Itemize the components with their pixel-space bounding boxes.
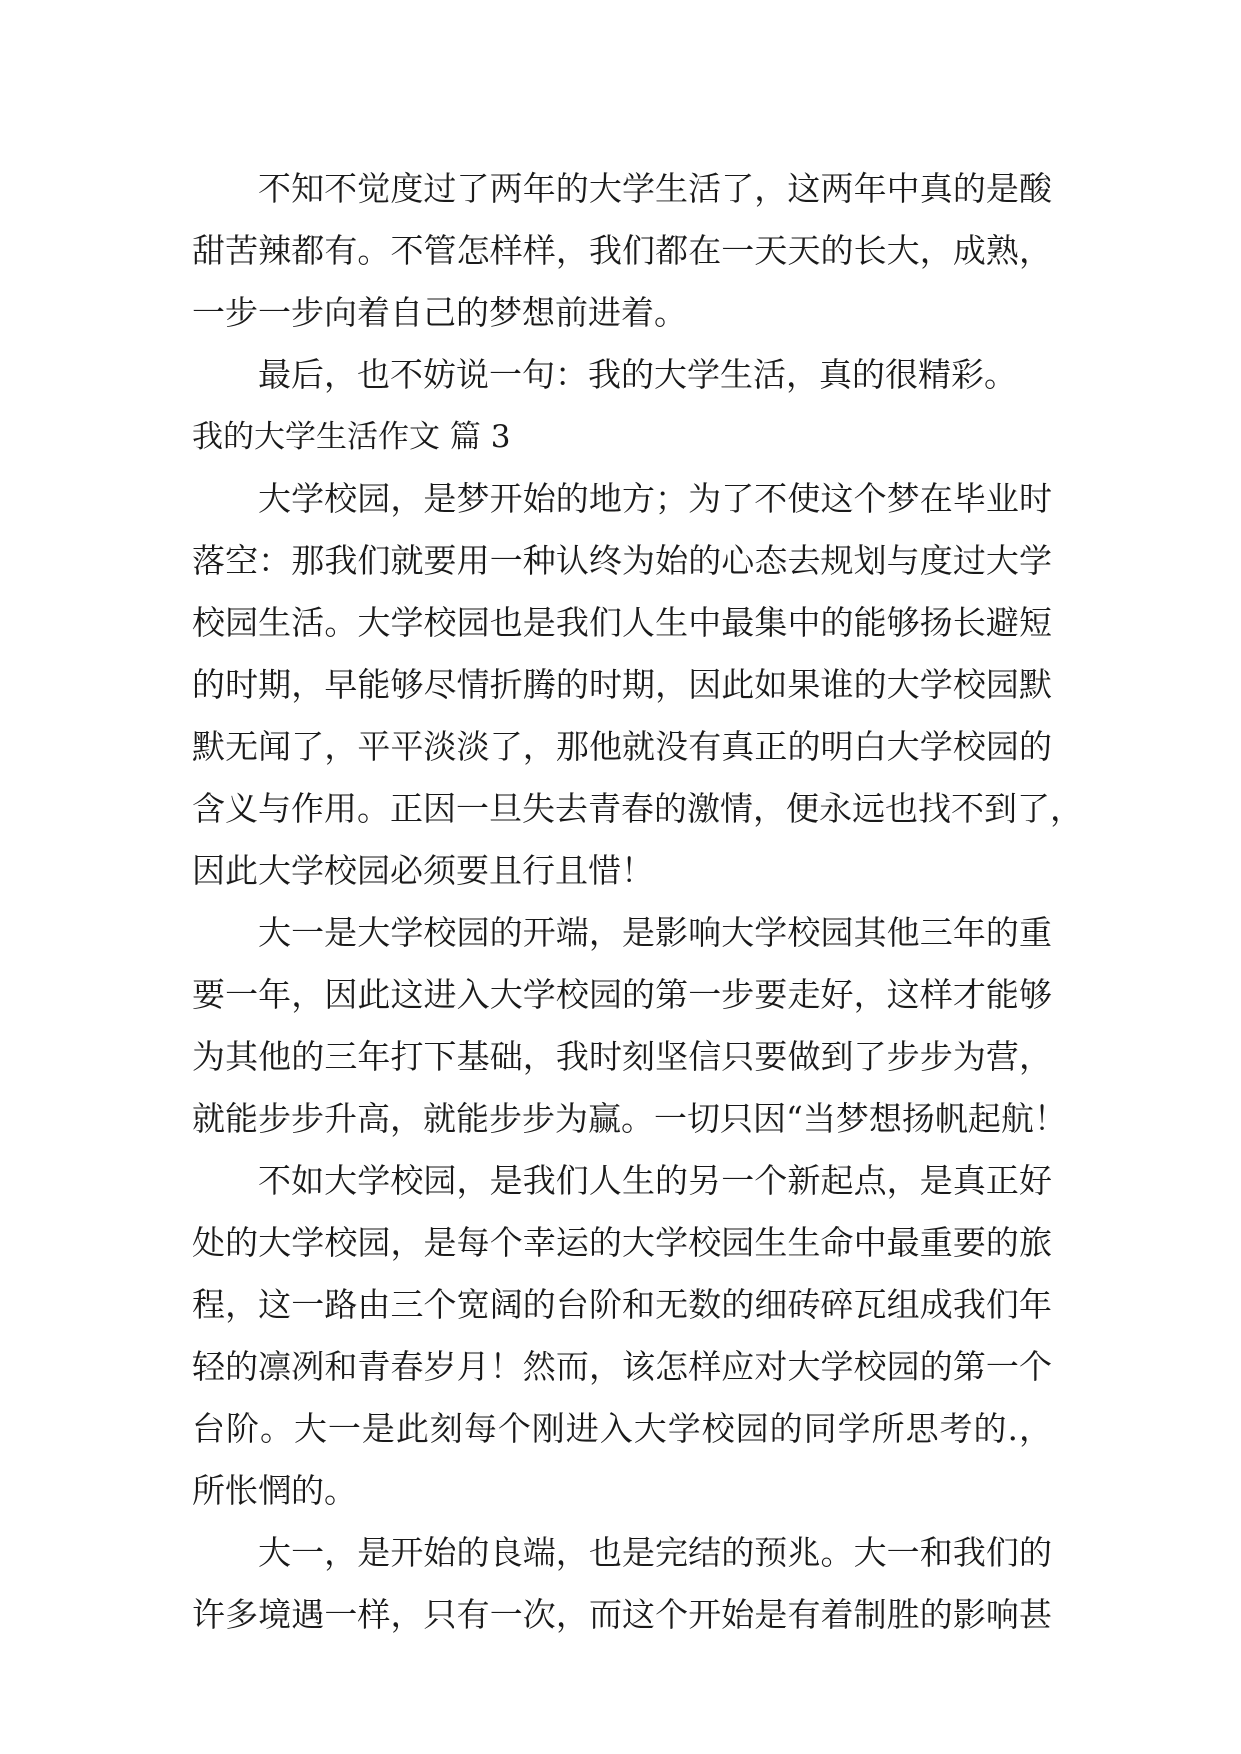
paragraph-line: 轻的凛冽和青春岁月！然而，该怎样应对大学校园的第一个 (192, 1347, 1052, 1386)
paragraph-line: 要一年，因此这进入大学校园的第一步要走好，这样才能够 (192, 975, 1052, 1014)
paragraph-line: 所怅惘的。 (192, 1471, 357, 1510)
paragraph-line: 处的大学校园，是每个幸运的大学校园生生命中最重要的旅 (192, 1223, 1052, 1262)
paragraph-line: 甜苦辣都有。不管怎样样，我们都在一天天的长大，成熟， (192, 231, 1052, 270)
paragraph-line: 落空：那我们就要用一种认终为始的心态去规划与度过大学 (192, 541, 1052, 580)
paragraph-line: 含义与作用。正因一旦失去青春的激情，便永远也找不到了， (192, 789, 1083, 828)
document-body (192, 158, 1083, 1646)
paragraph-line: 为其他的三年打下基础，我时刻坚信只要做到了步步为营， (192, 1037, 1052, 1076)
paragraph-line: 大一是大学校园的开端，是影响大学校园其他三年的重 (258, 913, 1052, 952)
paragraph-line: 程，这一路由三个宽阔的台阶和无数的细砖碎瓦组成我们年 (192, 1285, 1052, 1324)
paragraph-line: 大一，是开始的良端，也是完结的预兆。大一和我们的 (258, 1533, 1052, 1572)
paragraph-line: 不如大学校园，是我们人生的另一个新起点，是真正好 (258, 1161, 1052, 1200)
paragraph-line: 一步一步向着自己的梦想前进着。 (192, 293, 687, 332)
paragraph-line: 台阶。大一是此刻每个刚进入大学校园的同学所思考的.， (192, 1409, 1052, 1448)
section-heading: 我的大学生活作文 篇 3 (192, 419, 511, 455)
paragraph-line: 大学校园，是梦开始的地方；为了不使这个梦在毕业时 (258, 479, 1052, 518)
paragraph-line: 校园生活。大学校园也是我们人生中最集中的能够扬长避短 (192, 603, 1052, 642)
paragraph-line: 最后，也不妨说一句：我的大学生活，真的很精彩。 (258, 355, 1017, 394)
paragraph-line: 默无闻了，平平淡淡了，那他就没有真正的明白大学校园的 (192, 727, 1052, 766)
paragraph-line: 就能步步升高，就能步步为赢。一切只因“当梦想扬帆起航！ (192, 1099, 1067, 1138)
paragraph-line: 的时期，早能够尽情折腾的时期，因此如果谁的大学校园默 (192, 665, 1052, 704)
paragraph-line: 因此大学校园必须要且行且惜！ (192, 851, 654, 890)
paragraph-line: 不知不觉度过了两年的大学生活了，这两年中真的是酸 (258, 169, 1052, 208)
paragraph-line: 许多境遇一样，只有一次，而这个开始是有着制胜的影响甚 (192, 1595, 1052, 1634)
